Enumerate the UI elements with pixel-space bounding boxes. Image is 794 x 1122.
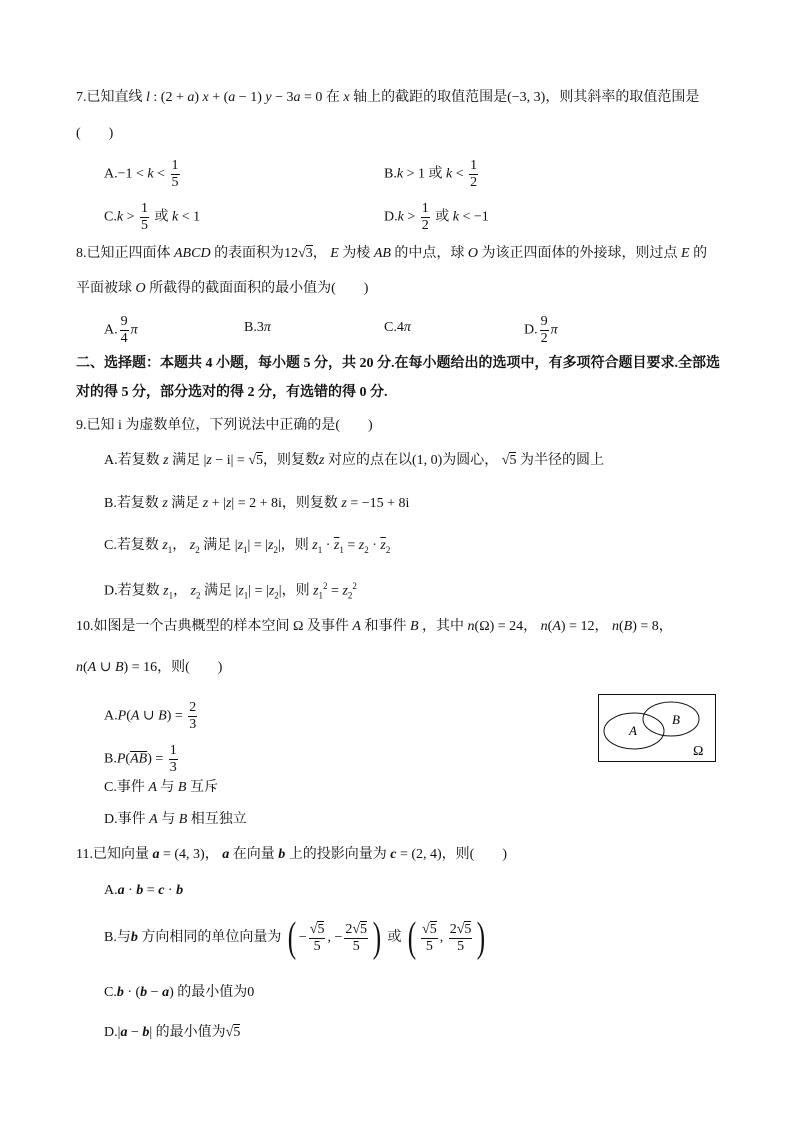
venn-label-a: A xyxy=(629,723,637,738)
venn-label-b: B xyxy=(672,712,680,727)
q8-option-d: D. $\frac{9}{2}$ π xyxy=(524,314,558,346)
q9-option-d: D.若复数 $z_1$， $z_2$ 满足 $|z_1| = |z_2|$，则 $z_1^2 = z_2^2$ xyxy=(104,581,357,601)
q7-option-a: A.−1 < k < $\frac{1}{5}$ xyxy=(104,158,179,190)
q10-option-d: D.事件 A 与 B 相互独立 xyxy=(104,812,247,827)
q8-stem: 8.已知正四面体 ABCD 的表面积为12√3， E 为棱 AB 的中点，球 O 为该正四面体的外接球，则过点 E 的 xyxy=(76,246,708,261)
q9-option-a: A.若复数 z 满足 |z − i| = √5，则复数z 对应的点在以(1, 0)为圆心， √5 为半径的圆上 xyxy=(104,453,604,468)
q7-option-d: D.k > $\frac{1}{2}$ 或 k < −1 xyxy=(384,201,489,233)
q10-stem-line2: n(A ∪ B) = 16，则( ) xyxy=(76,660,223,675)
q10-option-c: C.事件 A 与 B 互斥 xyxy=(104,780,218,795)
section2-heading: 二、选择题：本题共 4 小题，每小题 5 分，共 20 分.在每小题给出的选项中，有多项符合题目要求.全部选 xyxy=(76,356,720,371)
venn-diagram xyxy=(598,694,716,762)
q11-option-b: B.与b 方向相同的单位向量为 ( − $\frac{√5}{5}$ , − $\frac{2√5}{5}$ ) 或 ( $\frac{√5}{5}$ , $\frac{2√5}{5}$ ) xyxy=(104,915,486,961)
q11-stem: 11.已知向量 a = (4, 3)， a 在向量 b 上的投影向量为 c = (2, 4)，则( ) xyxy=(76,847,507,862)
q10-stem: 10.如图是一个古典概型的样本空间 Ω 及事件 A 和事件 B ，其中 n(Ω) = 24， n(A) = 12， n(B) = 8， xyxy=(76,619,673,634)
q7-paren: ( ) xyxy=(76,126,114,141)
q7-option-b: B.k > 1 或 k < $\frac{1}{2}$ xyxy=(384,158,478,190)
q10-option-b: $B.P(\overline{AB})$ = $\frac{1}{3}$ xyxy=(104,743,177,775)
q9-option-c: C.若复数 $z_1$， $z_2$ 满足 $|z_1| = |z_2|$，则 $z_1 \cdot \overline{z}_1 = z_2 \cdot \overline{z}_2$ xyxy=(104,538,391,555)
q10-option-a: A.P(A ∪ B) = $\frac{2}{3}$ xyxy=(104,700,197,732)
q9-stem: 9.已知 i 为虚数单位，下列说法中正确的是( ) xyxy=(76,418,373,433)
q7-stem: 7.已知直线 l : (2 + a) x + (a − 1) y − 3a = 0 在 x 轴上的截距的取值范围是(−3, 3)，则其斜率的取值范围是 xyxy=(76,90,700,105)
q9-option-b: B.若复数 z 满足 z + |z| = 2 + 8i，则复数 z = −15 + 8i xyxy=(104,496,410,511)
venn-svg xyxy=(599,695,715,761)
q8-option-b: B.3π xyxy=(244,320,271,335)
q11-option-c: C.b · (b − a) 的最小值为0 xyxy=(104,985,255,1000)
q7-option-c: C.k > $\frac{1}{5}$ 或 k < 1 xyxy=(104,201,201,233)
venn-circle-b xyxy=(643,702,699,736)
venn-label-omega: Ω xyxy=(693,744,704,759)
q11-option-d: D.|a − b| 的最小值为√5 xyxy=(104,1025,241,1040)
q8-stem-line2: 平面被球 O 所截得的截面面积的最小值为( ) xyxy=(76,281,369,296)
q8-option-a: A. $\frac{9}{4}$ π xyxy=(104,314,138,346)
section2-heading-line2: 对的得 5 分，部分选对的得 2 分，有选错的得 0 分. xyxy=(76,385,388,400)
q8-option-c: C.4π xyxy=(384,320,411,335)
q11-option-a: A.a · b = c · b xyxy=(104,883,184,898)
